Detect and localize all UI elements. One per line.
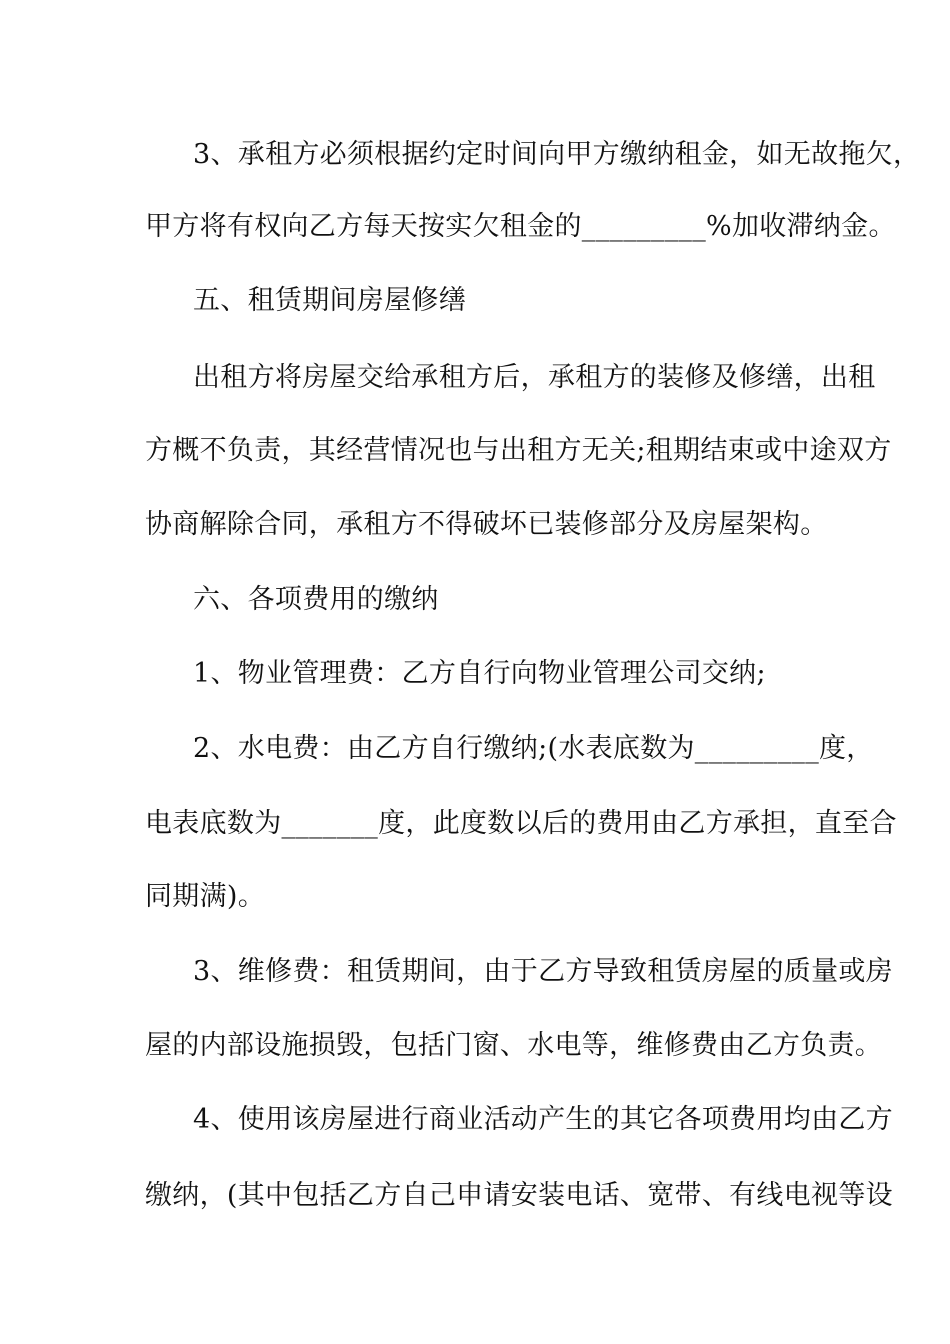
paragraph-line: 协商解除合同，承租方不得破坏已装修部分及房屋架构。: [145, 509, 828, 540]
paragraph-line: 缴纳，(其中包括乙方自己申请安装电话、宽带、有线电视等设: [145, 1180, 893, 1211]
paragraph-line: 同期满)。: [145, 881, 266, 912]
paragraph-line: 4、使用该房屋进行商业活动产生的其它各项费用均由乙方: [193, 1104, 893, 1135]
paragraph-line: 3、承租方必须根据约定时间向甲方缴纳租金，如无故拖欠，: [193, 139, 921, 170]
paragraph-line: 2、水电费：由乙方自行缴纳;(水表底数为_________度，: [193, 733, 874, 764]
paragraph-line: 屋的内部设施损毁，包括门窗、水电等，维修费由乙方负责。: [145, 1030, 883, 1061]
paragraph-line: 方概不负责，其经营情况也与出租方无关;租期结束或中途双方: [145, 435, 892, 466]
paragraph-line: 3、维修费：租赁期间，由于乙方导致租赁房屋的质量或房: [193, 956, 893, 987]
paragraph-line: 甲方将有权向乙方每天按实欠租金的_________%加收滞纳金。: [145, 211, 896, 242]
paragraph-line: 1、物业管理费：乙方自行向物业管理公司交纳;: [193, 658, 766, 689]
section-heading: 六、各项费用的缴纳: [193, 584, 439, 615]
paragraph-line: 电表底数为_______度，此度数以后的费用由乙方承担，直至合: [145, 808, 897, 839]
section-heading: 五、租赁期间房屋修缮: [193, 285, 466, 316]
paragraph-line: 出租方将房屋交给承租方后，承租方的装修及修缮，出租: [193, 362, 876, 393]
